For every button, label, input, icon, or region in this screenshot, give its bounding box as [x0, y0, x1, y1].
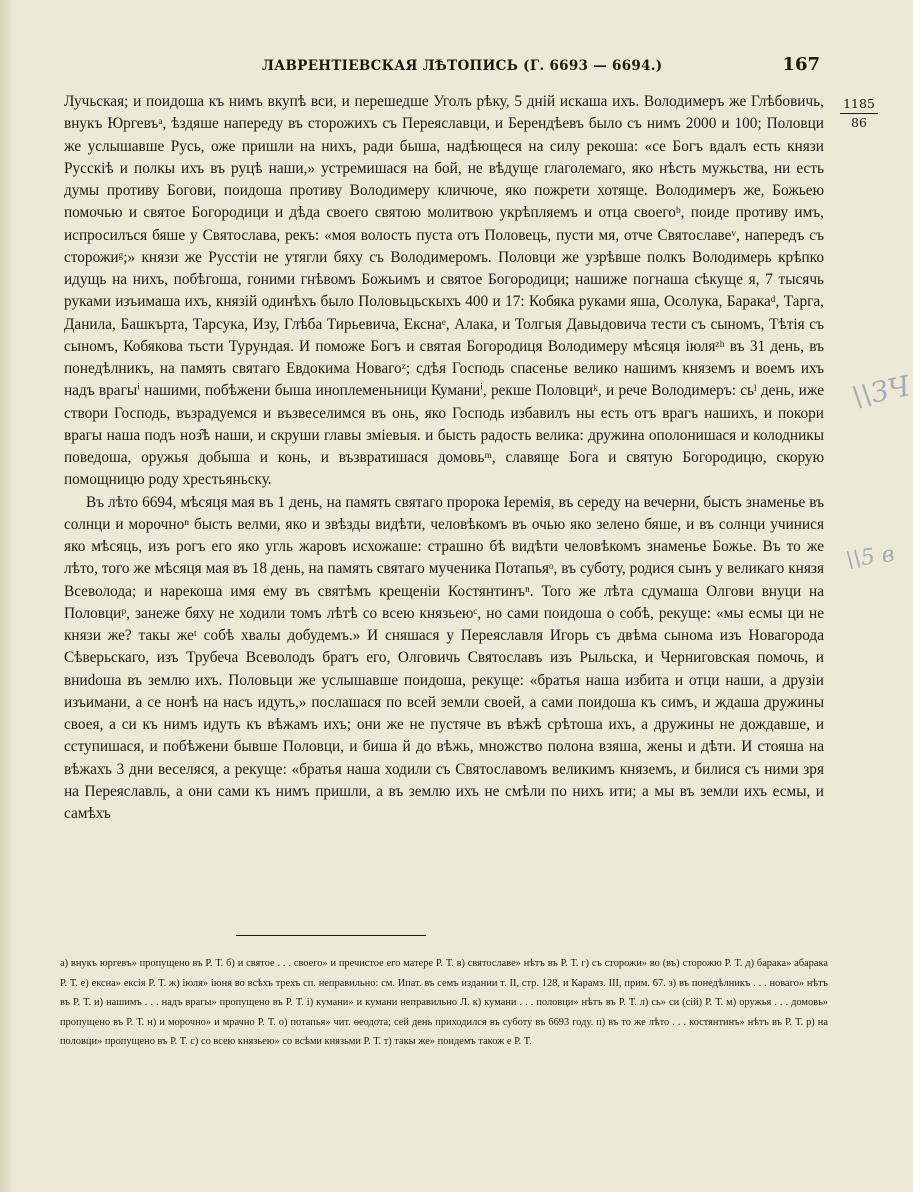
- paragraph-1: Лучьская; и поидоша къ нимъ вкупѣ вси, и перешедше Уголъ рѣку, 5 днiй искаша ихъ. Володимеръ же Глѣбовичь, внукъ Юргевъᵃ, ѣздяше напереду въ сторожихъ съ Переяславци, и Берендѣевъ было съ нимъ 2000 и 100; Половци же услышавше Русь, оже пришли на нихъ, ради быша, надѣющеся на силу рекоша: «се Богъ вдалъ есть князи Русскiѣ и полкы ихъ въ руцѣ наши,» устремишася на бой, не вѣдуще глаголемаго, яко нѣсть мужьства, ни есть думы противу Богови, поидоша противу Володимеру кличюче, яко пожрети хотяще. Володимеръ же, Божьею помочью и святое Богородици и дѣда своего святою молитвою укрѣпляемъ и отца своегоᵇ, поиде противу имъ, испросилъся бяше у Святослава, рекъ: «моя волость пуста отъ Половець, пусти мя, отче Святославеᵛ, напередъ съ сторожиᵍ;» князи же Русстiи не утягли бяху съ Володимеромъ. Половци же узрѣвше полкъ Володимерь крѣпко идущь на нихъ, побѣгоша, гоними гнѣвомъ Божьимъ и святое Богородици; нашиже погнаша сѣкуще я, 7 тысячь руками изъимаша ихъ, князiй одинѣхъ было Половьцьскыхъ 400 и 17: Кобяка руками яша, Осолука, Баракаᵈ, Тарга, Данила, Башкърта, Тарсука, Изу, Глѣба Тирьевича, Екснаᵉ, Алака, и Толгыя Давыдовича тести съ сыномъ, Тѣтiя съ сыномъ, Кобякова тьсти Турундая. И поможе Богъ и святая Богородиця Володимеру мѣсяця iюляᶻʰ въ 31 день, въ понедѣлникъ, на память святаго Евдокима Новагоᶻ; сдѣя Господь спасенье велико нашимъ княземъ и воемъ ихъ надъ врагыⁱ нашими, побѣжени быша иноплеменьници Куманиⁱ, рекше Половциᵏ, и рече Володимеръ: сьˡ день, иже створи Господь, възрадуемся и възвеселимся въ онь, яко Господь избавилъ ны есть отъ врагъ нашихъ, и покори врагы наша подъ ноз̑ѣ наши, и скруши главы змiевыя. и бысть радость велика: дружина ополонишася и колодникы поведоша, оружья добыша и конь, и възвратишася домовьᵐ, славяще Бога и святую Богородицю, скорую помощницю роду хрестьяньску.: [64, 93, 824, 489]
- footnote-separator: [236, 935, 426, 936]
- running-header: [90, 54, 830, 80]
- paragraph-2: Въ лѣто 6694, мѣсяця мая въ 1 день, на память святаго пророка Iеремiя, въ середу на вечерни, бысть знаменье въ солнци и морочноⁿ бысть велми, яко и звѣзды видѣти, человѣкомъ въ очью яко зелено бяше, и въ солнци учинися яко мѣсяць, изъ рогъ его яко угль жаровъ исхожаше: страшно бѣ видѣти человѣкомъ знаменье Божье. Въ то же лѣто, того же мѣсяця мая въ 18 день, на память святаго мученика Потапьяᵒ, въ суботу, родися сынъ у великаго князя Всеволода; и нарекоша имя ему въ святѣмъ крещенiи Костянтинъⁿ. Того же лѣта сдумаша Олгови внуци на Половциᵖ, занеже бяху не ходили томъ лѣтѣ со всею князьеюᶜ, но сами поидоша о собѣ, рекуще: «мы есмы ци не князи же? такы жеᵗ собѣ хвалы добудемъ.» И сняшася у Переяславля Игорь съ двѣма сынома изъ Новагорода Сѣверьскаго, изъ Трубеча Всеволодъ братъ его, Олговичь Святославъ изъ Рыльска, и Черниговская помочь, и вниdoша въ землю ихъ. Половьци же услышавше поидоша, рекуще: «братья наша избита и отци наши, а друзiи изъимани, а се нонѣ на насъ идуть,» послашася по всей земли своей, а сами поидоша къ симъ, и ждаша дружины своея, а си къ нимъ идуть къ вѣжамъ ихъ; они же не пустяче въ вѣжѣ срѣтоша ихъ, а дружины не дождавше, и сступишася, и побѣжени бывше Половци, и биша й до вѣжь, множство полона взяша, жены и дѣти. И стояша на вѣжахъ 3 дни веселяся, а рекуще: «братья наша ходили съ Святославомъ великимъ княземъ, и билися съ ними зря на Переяславль, а они сами къ нимъ пришли, а въ землю ихъ не смѣли по нихъ ити; а мы въ земли ихъ есмы, и самѣхъ: [64, 493, 824, 822]
- margin-year-top: 1185: [843, 96, 875, 111]
- pencil-annotation-2: \\5 в: [844, 541, 897, 574]
- page-number: 167: [782, 54, 820, 75]
- margin-year-divider: [840, 113, 878, 114]
- running-title: ЛАВРЕНТІЕВСКАЯ ЛѢТОПИСЬ (Г. 6693 — 6694.): [262, 58, 663, 74]
- chronicle-text: [64, 91, 824, 825]
- margin-year-note: [840, 96, 878, 131]
- pencil-annotation-1: \\ЗЧ: [849, 369, 913, 414]
- page-edge-shadow: [0, 0, 14, 1192]
- footnote-text: а) внукъ юргевъ» пропущено въ Р. Т. б) и святое . . . своего» и пречистое его матере Р. Т. в) святославе» нѣтъ въ Р. Т. г) съ сторожи» во (въ) сторожю Р. Т. д) барака» абарака Р. Т. е) ексна» ексiя Р. Т. ж) iюля» iюня во всѣхъ трехъ сп. неправильно: см. Ипат. въ семъ издании т. II, стр. 128, и Карамз. III, прим. 67. з) въ понедѣлникъ . . . новаго» нѣтъ въ Р. Т. и) нашимъ . . . надъ врагы» пропущено въ Р. Т. i) кумани» и кумани неправильно Л. к) кумани . . . половци» нѣтъ въ Р. Т. л) сь» си (сiй) Р. Т. м) оружья . . . домовь» пропущено въ Р. Т. н) и морочно» и мрачно Р. Т. о) потапья» чит. ѳеодота; сей день приходился въ суботу въ 6693 году. п) въ то же лѣто . . . костянтинъ» нѣтъ въ Р. Т. р) на половци» пропущено въ Р. Т. с) со всею князьею» со всѣми князьми Р. Т. т) такы же» поидемъ також е Р. Т.: [60, 958, 828, 1048]
- footnotes: [60, 954, 828, 1052]
- margin-year-bottom: 86: [851, 115, 867, 130]
